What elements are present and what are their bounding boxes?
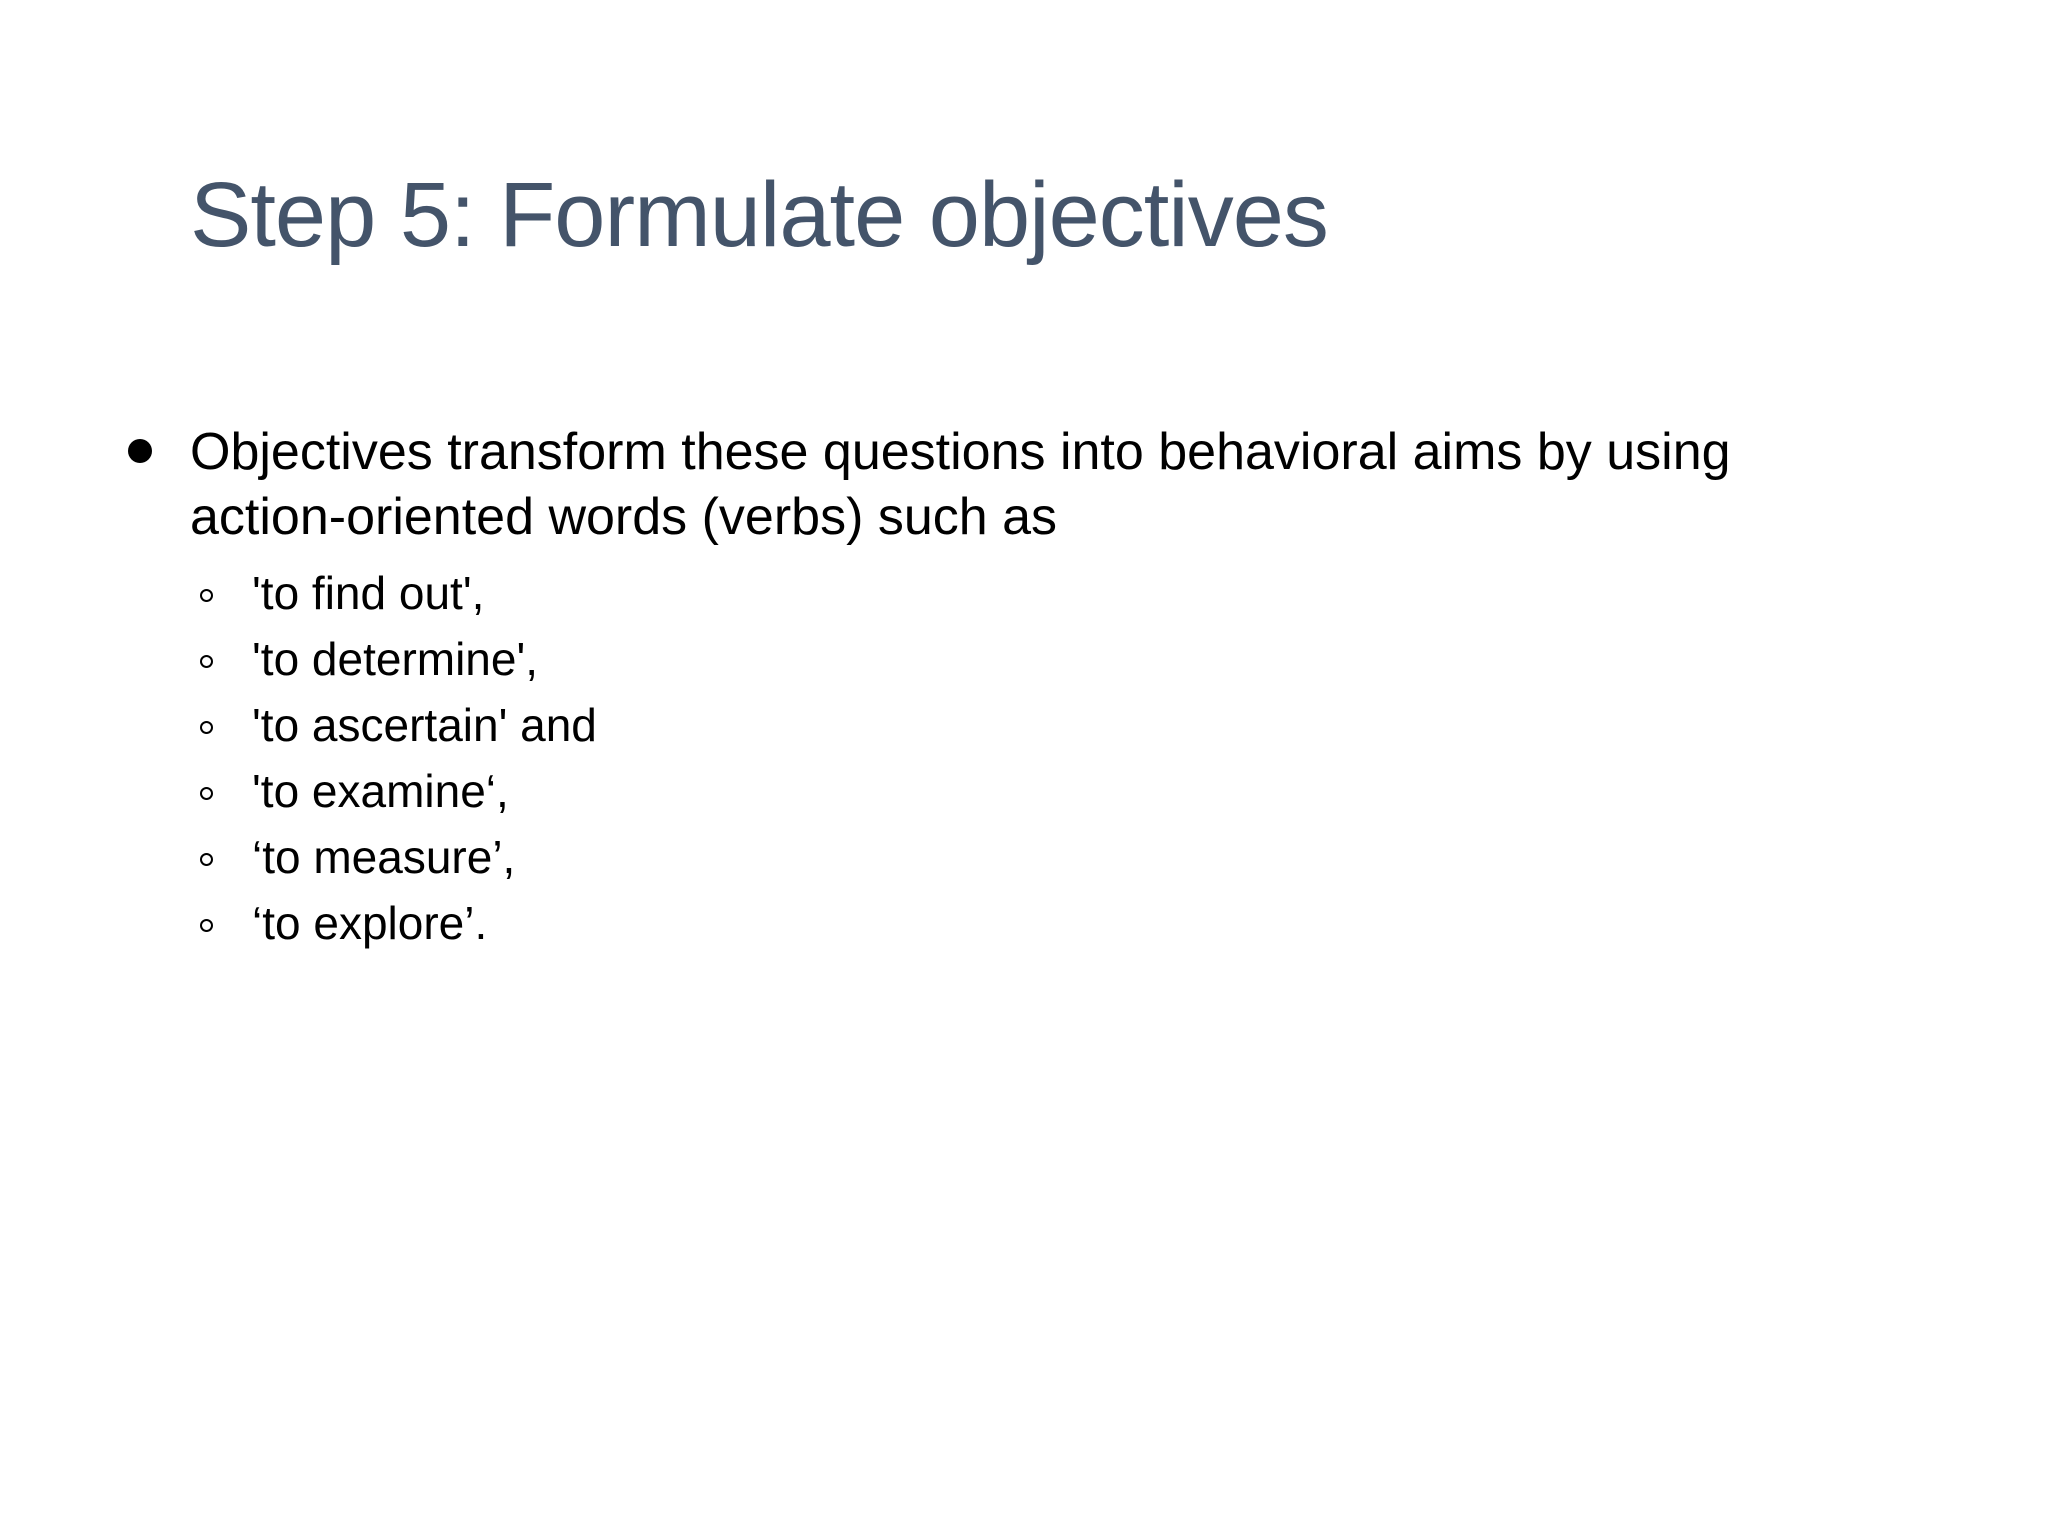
hollow-circle-bullet-icon xyxy=(200,919,213,932)
bullet-list xyxy=(190,420,1890,956)
sub-bullet-item xyxy=(190,626,1890,692)
sub-bullet-text: 'to determine', xyxy=(252,633,539,685)
hollow-circle-bullet-icon xyxy=(200,589,213,602)
bullet-dot-icon xyxy=(128,439,152,463)
sub-bullet-item xyxy=(190,890,1890,956)
sub-bullet-text: 'to examine‘, xyxy=(252,765,509,817)
sub-bullet-item xyxy=(190,758,1890,824)
sub-bullet-item xyxy=(190,824,1890,890)
sub-bullet-item xyxy=(190,560,1890,626)
sub-bullet-text: ‘to measure’, xyxy=(252,831,516,883)
sub-bullet-list xyxy=(190,560,1890,956)
sub-bullet-item xyxy=(190,692,1890,758)
hollow-circle-bullet-icon xyxy=(200,787,213,800)
sub-bullet-text: 'to find out', xyxy=(252,567,485,619)
hollow-circle-bullet-icon xyxy=(200,853,213,866)
hollow-circle-bullet-icon xyxy=(200,721,213,734)
sub-bullet-text: ‘to explore’. xyxy=(252,897,488,949)
bullet-item xyxy=(190,420,1890,956)
sub-bullet-text: 'to ascertain' and xyxy=(252,699,597,751)
hollow-circle-bullet-icon xyxy=(200,655,213,668)
slide-title: Step 5: Formulate objectives xyxy=(190,164,1328,266)
bullet-text: Objectives transform these questions into behavioral aims by using action-oriented words (verbs) such as xyxy=(190,423,1731,546)
